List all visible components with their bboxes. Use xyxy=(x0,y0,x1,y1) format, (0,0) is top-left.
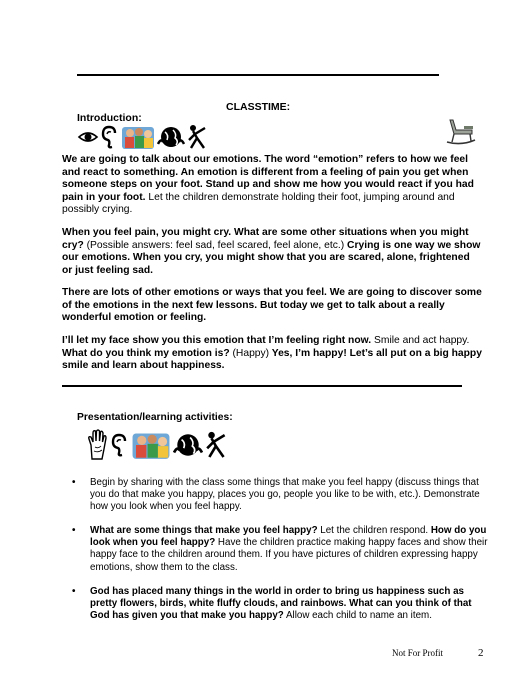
intro-p2-bold-a: When you feel pain, you might cry. What are some other situations when you might cry? xyxy=(62,227,469,251)
bullet-3-bold: God has placed many things in the world in order to bring us happiness such as pretty flowers, birds, white fluffy clouds, and rainbows. What can you think of that God has given you that make you happy? xyxy=(90,585,472,621)
children-group-icon xyxy=(131,430,171,460)
page-title: CLASSTIME: xyxy=(226,101,291,113)
page-number: 2 xyxy=(478,647,484,659)
globe-hands-icon xyxy=(173,430,203,460)
list-item xyxy=(62,525,492,573)
children-group-icon xyxy=(121,124,155,150)
bullet-3-normal: Allow each child to name an item. xyxy=(283,609,432,621)
intro-paragraph-3 xyxy=(62,287,482,325)
bullet-1-text: Begin by sharing with the class some things that make you feel happy (discuss things that you do that make you happy, places you go, people you like to be with, etc.). Demonstrate how you look when you feel happy. xyxy=(90,477,480,513)
stretching-figure-icon xyxy=(187,124,209,150)
bullet-2-normal-b: Have the children practice making happy faces and show their happy face to the children around them. If you have pictures of children expressing happy emotions, show them to the class. xyxy=(90,537,488,573)
intro-p3-bold: There are lots of other emotions or ways that you feel. We are going to discover some of the emotions in the next few lessons. But today we get to talk about a really wonderful emotion or feeling. xyxy=(62,287,482,324)
intro-p4-normal-a: Smile and act happy. xyxy=(371,335,470,346)
intro-paragraph-2 xyxy=(62,227,482,277)
footer-note: Not For Profit xyxy=(392,648,444,658)
presentation-heading: Presentation/learning activities: xyxy=(77,412,233,423)
intro-p2-normal: (Possible answers: feel sad, feel scared, feel alone, etc.) xyxy=(83,239,345,251)
activities-list xyxy=(62,477,492,634)
intro-p4-bold-b: What do you think my emotion is? xyxy=(62,347,230,359)
rocking-chair-icon xyxy=(444,116,478,151)
intro-icon-row xyxy=(77,124,209,150)
intro-p4-normal-b: (Happy) xyxy=(229,347,270,359)
intro-p1-bold: We are going to talk about our emotions. The word “emotion” refers to how we feel and react to something. An emotion is different from a feeling of pain you get when someone steps on your foot. Stand up and show me how you would react if you had pain in your foot. xyxy=(62,154,474,203)
introduction-heading: Introduction: xyxy=(77,112,142,124)
ear-icon xyxy=(101,125,119,149)
stretching-figure-icon xyxy=(205,430,229,460)
list-item xyxy=(62,586,492,622)
eye-icon xyxy=(77,126,99,148)
top-rule xyxy=(77,74,439,76)
intro-p4-bold-a: I’ll let my face show you this emotion that I’m feeling right now. xyxy=(62,335,372,346)
middle-rule xyxy=(62,385,462,387)
intro-p1-normal: Let the children demonstrate holding their foot, jumping around and possibly crying. xyxy=(62,191,455,216)
globe-hands-icon xyxy=(157,124,185,150)
bullet-2-bold-b: How do you look when you feel happy? xyxy=(90,525,487,549)
bullet-2-normal-a: Let the children respond. xyxy=(317,525,429,537)
ear-icon xyxy=(111,432,129,458)
list-item xyxy=(62,477,492,513)
presentation-icon-row xyxy=(87,429,229,461)
intro-paragraph-4 xyxy=(62,335,482,373)
intro-p4-bold-c: Yes, I’m happy! Let’s all put on a big happy smile and learn about happiness. xyxy=(62,347,482,372)
intro-p2-bold-b: Crying is one way we show our emotions. When you cry, you might show that you are scared, alone, frightened or just feeling sad. xyxy=(62,239,481,276)
bullet-2-bold-a: What are some things that make you feel happy? xyxy=(90,525,318,537)
intro-paragraph-1 xyxy=(62,154,482,217)
hand-icon xyxy=(87,429,109,461)
